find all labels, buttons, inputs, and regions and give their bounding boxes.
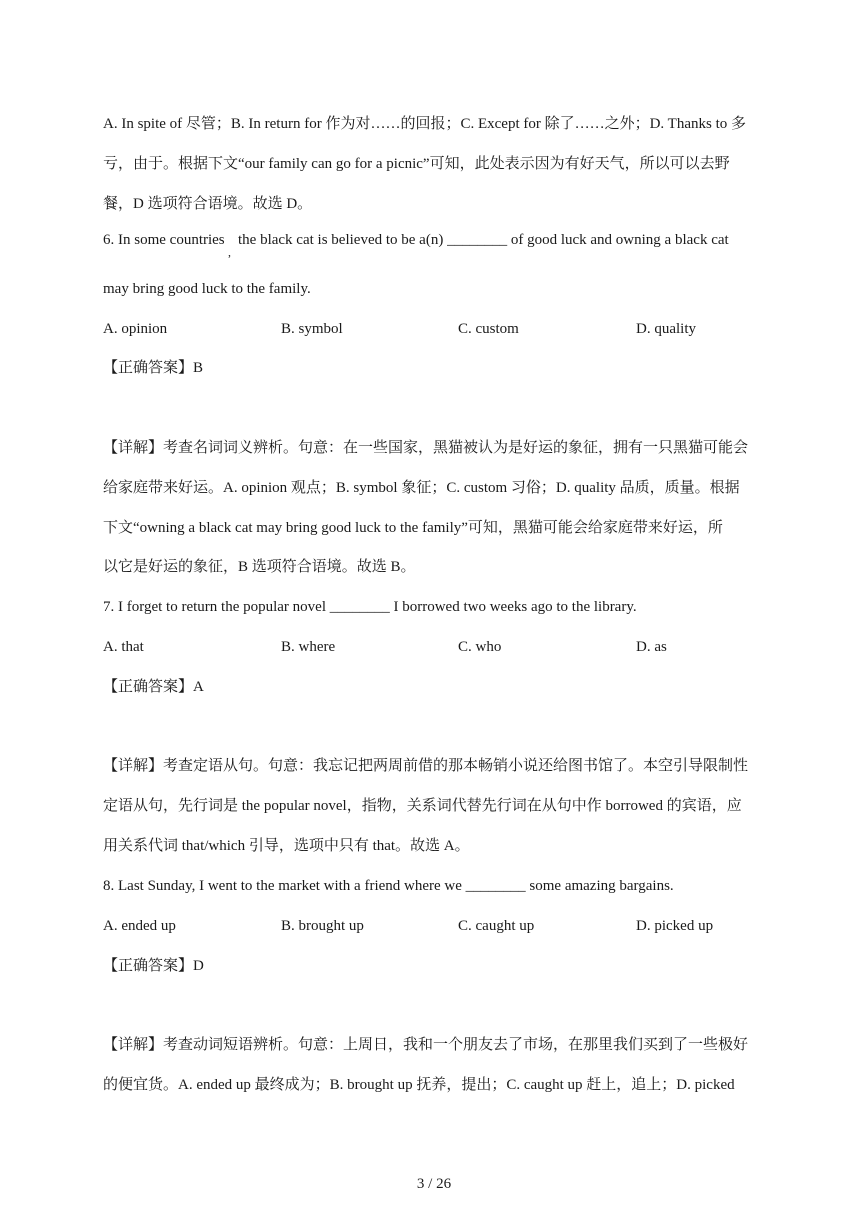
q8-explanation-line-1: 【详解】考查动词短语辨析。句意：上周日，我和一个朋友去了市场，在那里我们买到了一些极好 bbox=[103, 1037, 749, 1053]
q7-explanation-line-1: 【详解】考查定语从句。句意：我忘记把两周前借的那本畅销小说还给图书馆了。本空引导限制性 bbox=[103, 758, 749, 774]
q7-explanation-line-3: 用关系代词 that/which 引导，选项中只有 that。故选 A。 bbox=[103, 838, 470, 854]
q7-explanation-line-2: 定语从句，先行词是 the popular novel，指物，关系词代替先行词在从句中作 borrowed 的宾语，应 bbox=[103, 798, 742, 814]
q6-option-b: B. symbol bbox=[281, 321, 343, 337]
q6-explanation-line-2: 给家庭带来好运。A. opinion 观点；B. symbol 象征；C. custom 习俗；D. quality 品质，质量。根据 bbox=[103, 480, 740, 496]
q6-stem-comma: , bbox=[228, 245, 231, 259]
q6-explanation-line-3: 下文“owning a black cat may bring good luck to the family”可知，黑猫可能会给家庭带来好运，所 bbox=[103, 520, 723, 536]
q8-stem: 8. Last Sunday, I went to the market with a friend where we ________ some amazing bargains. bbox=[103, 878, 674, 894]
q6-option-a: A. opinion bbox=[103, 321, 168, 337]
q6-answer: 【正确答案】B bbox=[103, 360, 204, 376]
q7-stem: 7. I forget to return the popular novel ________ I borrowed two weeks ago to the library. bbox=[103, 599, 637, 615]
q6-stem-line-1a: 6. In some countries bbox=[103, 232, 225, 248]
q6-stem-line-2: may bring good luck to the family. bbox=[103, 281, 311, 297]
q6-explanation-line-4: 以它是好运的象征，B 选项符合语境。故选 B。 bbox=[103, 559, 416, 575]
q7-answer: 【正确答案】A bbox=[103, 679, 204, 695]
q5-explanation-line-3: 餐，D 选项符合语境。故选 D。 bbox=[103, 196, 313, 212]
q7-option-c: C. who bbox=[458, 639, 502, 655]
q5-explanation-line-1: A. In spite of 尽管；B. In return for 作为对……的回报；C. Except for 除了……之外；D. Thanks to 多 bbox=[103, 116, 746, 132]
q8-explanation-line-2: 的便宜货。A. ended up 最终成为；B. brought up 抚养，提出；C. caught up 赶上，追上；D. picked bbox=[103, 1077, 735, 1093]
page-number: 3 / 26 bbox=[416, 1176, 452, 1192]
q6-explanation-line-1: 【详解】考查名词词义辨析。句意：在一些国家，黑猫被认为是好运的象征，拥有一只黑猫可能会 bbox=[103, 440, 749, 456]
q5-explanation-line-2: 亏，由于。根据下文“our family can go for a picnic”可知，此处表示因为有好天气，所以可以去野 bbox=[103, 156, 730, 172]
q8-option-d: D. picked up bbox=[636, 918, 714, 934]
q6-option-d: D. quality bbox=[636, 321, 696, 337]
q6-option-c: C. custom bbox=[458, 321, 519, 337]
q7-option-d: D. as bbox=[636, 639, 667, 655]
q8-option-b: B. brought up bbox=[281, 918, 364, 934]
q8-option-a: A. ended up bbox=[103, 918, 176, 934]
q8-answer: 【正确答案】D bbox=[103, 958, 204, 974]
q6-stem-line-1b: the black cat is believed to be a(n) ________ of good luck and owning a black cat bbox=[238, 232, 729, 248]
q8-option-c: C. caught up bbox=[458, 918, 535, 934]
q7-option-b: B. where bbox=[281, 639, 336, 655]
q7-option-a: A. that bbox=[103, 639, 144, 655]
